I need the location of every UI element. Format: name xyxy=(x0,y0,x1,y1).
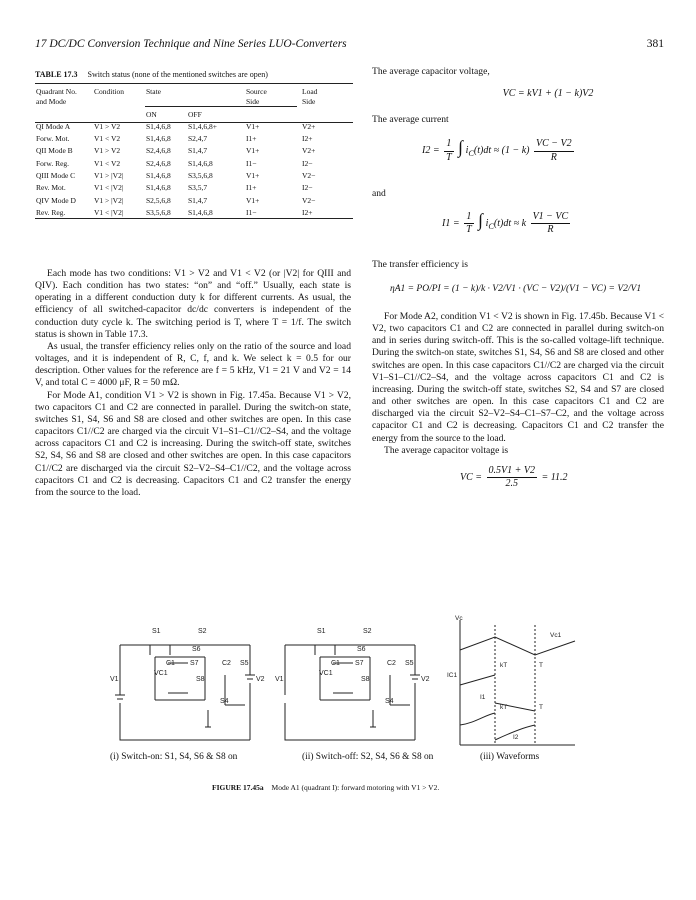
i1-waveform xyxy=(460,675,535,711)
label-v1-b: V1 xyxy=(275,676,284,683)
eq-i1-1T: $\frac{1}{T}$ xyxy=(466,210,472,235)
right-column xyxy=(372,66,664,490)
label-v2-b: V2 xyxy=(421,676,430,683)
eq-vc2-rhs: = 11.2 xyxy=(541,471,568,483)
page-number: 381 xyxy=(646,38,664,50)
table-cell: S2,4,7 xyxy=(188,134,208,144)
table-row xyxy=(35,133,353,145)
table-subheader-row xyxy=(35,109,353,121)
table-label: TABLE 17.3 xyxy=(35,70,78,79)
eq-i1-lhs: I1 = xyxy=(442,217,460,229)
table-row xyxy=(35,158,353,170)
subcaption-switch-off: (ii) Switch-off: S2, S4, S6 & S8 on xyxy=(302,752,434,762)
period-markers xyxy=(495,625,535,745)
table-cell: S1,4,6,8 xyxy=(146,121,171,131)
subcaption-switch-on: (i) Switch-on: S1, S4, S6 & S8 on xyxy=(110,752,238,762)
figure-caption-text: Mode A1 (quadrant I): forward motoring with V1 > V2. xyxy=(271,783,440,792)
eq-i2-lhs: I2 = xyxy=(422,145,440,157)
table-cell: V1+ xyxy=(246,171,260,181)
table-cell: Forw. Mot. xyxy=(36,134,70,144)
table-cell: V1 < |V2| xyxy=(94,183,124,193)
label-i1: I1 xyxy=(480,694,486,701)
table-cell: S1,4,7 xyxy=(188,195,208,205)
label-c2: C2 xyxy=(222,660,231,667)
label-t: T xyxy=(539,662,543,669)
th-off: OFF xyxy=(188,109,202,119)
integral-sign-2: ∫ xyxy=(478,209,484,230)
table-row xyxy=(35,182,353,194)
table-cell: V1 > |V2| xyxy=(94,171,124,181)
table-top-rule xyxy=(35,83,353,84)
label-s1-b: S1 xyxy=(317,628,326,635)
label-s8-b: S8 xyxy=(361,676,370,683)
paragraph-1: Each mode has two conditions: V1 > V2 and V1 < V2 (or |V2| for QIII and QIV). Each condition has two states: “on” and “off.” Usually, each state is operating in a different conduction duty k for different currents. As usual, the efficiency of all switched-capacitor dc/dc converters is independent of the conduction duty cycle k. The switching period is T, where T = 1/f. The switch status is shown in Table 17.3. xyxy=(35,268,351,340)
table-cell: S3,5,6,8 xyxy=(188,171,213,181)
table-cell: V2− xyxy=(302,195,316,205)
table-cell: S1,4,6,8+ xyxy=(188,121,218,131)
efficiency-label: The transfer efficiency is xyxy=(372,258,468,270)
table-cell: I1+ xyxy=(246,134,257,144)
eq-i1-frac xyxy=(531,211,571,236)
label-v2: V2 xyxy=(256,676,265,683)
table-cell: I1+ xyxy=(246,183,257,193)
table-cell: I2+ xyxy=(302,134,313,144)
table-cell: I2− xyxy=(302,183,313,193)
eq-i2-num: VC − V2 xyxy=(534,138,574,151)
th-mode: and Mode xyxy=(36,97,67,107)
figure-17-45a xyxy=(110,615,590,755)
table-cell: V2+ xyxy=(302,146,316,156)
label-s1: S1 xyxy=(152,628,161,635)
avg-cap-voltage-label-2: The average capacitor voltage is xyxy=(384,444,509,456)
table-cell: S1,4,6,8 xyxy=(188,207,213,217)
eq-i2-1T: $\frac{1}{T}$ xyxy=(446,138,452,163)
avg-cap-voltage-label: The average capacitor voltage, xyxy=(372,66,490,77)
label-v1: V1 xyxy=(110,676,119,683)
table-cell: S1,4,6,8 xyxy=(146,183,171,193)
figure-label: FIGURE 17.45a xyxy=(212,783,264,792)
equation-i1 xyxy=(442,211,664,251)
equation-vc: VC = kV1 + (1 − k)V2 xyxy=(502,88,594,100)
eq-vc2-den: 2.5 xyxy=(505,477,519,489)
eq-i1-num: V1 − VC xyxy=(531,211,571,224)
left-column xyxy=(35,268,351,499)
th-quadrant: Quadrant No. xyxy=(36,87,77,96)
eq-i2-den: R xyxy=(550,151,557,163)
eq-i2-approx: ≈ (1 − k) xyxy=(493,145,530,157)
eq-i1-approx: ≈ k xyxy=(513,217,527,229)
integral-sign: ∫ xyxy=(458,137,464,158)
table-cell: V1+ xyxy=(246,121,260,131)
label-s4-b: S4 xyxy=(385,698,394,705)
table-cell: V1+ xyxy=(246,146,260,156)
label-c2-b: C2 xyxy=(387,660,396,667)
table-cell: V1+ xyxy=(246,195,260,205)
table-cell: S1,4,6,8 xyxy=(146,134,171,144)
label-s7-b: S7 xyxy=(355,660,364,667)
equation-i2 xyxy=(422,138,664,178)
th-condition: Condition xyxy=(94,87,125,96)
label-vc1-b: VC1 xyxy=(319,670,333,677)
label-s2-b: S2 xyxy=(363,628,372,635)
table-mid-rule xyxy=(35,122,353,123)
table-cell: QII Mode B xyxy=(36,146,73,156)
label-c1: C1 xyxy=(166,660,175,667)
label-s5-b: S5 xyxy=(405,660,414,667)
table-row xyxy=(35,170,353,182)
th-side: Side xyxy=(246,97,260,107)
vc1-waveform xyxy=(460,637,575,655)
paragraph-2: As usual, the transfer efficiency relies only on the ratio of the source and load voltages, and it is independent of R, C, f, and k. We select k = 0.5 for our description. Other values for the reference are f = 5 kHz, V1 = 21 V and V2 = 14 V, and total C = 4000 μF, R = 50 mΩ. xyxy=(35,340,351,389)
table-cell: V1 < V2 xyxy=(94,134,121,144)
label-ic1: IC1 xyxy=(447,672,458,679)
eq-vc2-num: 0.5V1 + V2 xyxy=(487,465,537,478)
paragraph-3: For Mode A1, condition V1 > V2 is shown in Fig. 17.45a. Because V1 > V2, two capacitors C1 and C2 are connected in parallel. During the switch-on state, switches S1, S4, S6 and S8 are closed and other switches are open. In this case capacitors C1//C2 are charged via the circuit V1–S1–C1//C2–S4, and the voltage across capacitors C1 and C2 is increasing. During the switch-off state, switches S2, S4, S6 and S8 are closed and other switches are open. In this case capacitors C1//C2 are discharged via the circuit S2–V2–S4–C1//C2, and the voltage across capacitors C1 and C2 is decreasing. Capacitors C1 and C2 transfer the energy from the source to the load. xyxy=(35,389,351,498)
label-vc-axis: Vc xyxy=(455,615,463,622)
waveforms xyxy=(447,615,575,745)
eq-i1-integrand: $i_C(t)dt$ xyxy=(485,217,512,231)
avg-current-label: The average current xyxy=(372,114,449,126)
table-cell: Rev. Reg. xyxy=(36,207,66,217)
table-cell: S2,5,6,8 xyxy=(146,195,171,205)
table-caption-text: Switch status (none of the mentioned switches are open) xyxy=(87,70,268,79)
equation-efficiency: ηA1 = PO/PI = (1 − k)/k · V2/V1 · (VC − V2)/(V1 − VC) = V2/V1 xyxy=(390,283,642,294)
table-body xyxy=(35,121,353,219)
label-kt: kT xyxy=(500,662,508,669)
i2-waveform xyxy=(460,713,535,740)
table-cell: S1,4,7 xyxy=(188,146,208,156)
equation-vc2 xyxy=(460,465,664,490)
table-cell: S3,5,7 xyxy=(188,183,208,193)
eq-i1-den: R xyxy=(547,223,554,235)
table-cell: V1 < V2 xyxy=(94,158,121,168)
circuit-switch-on xyxy=(115,645,255,740)
table-cell: QI Mode A xyxy=(36,121,71,131)
label-s5: S5 xyxy=(240,660,249,667)
table-cell: QIV Mode D xyxy=(36,195,76,205)
label-t-2: T xyxy=(539,704,543,711)
table-cell: V2− xyxy=(302,171,316,181)
running-header: 17 DC/DC Conversion Technique and Nine Series LUO-Converters xyxy=(35,38,347,50)
eq-vc2-lhs: VC = xyxy=(460,471,483,483)
table-cell: S3,5,6,8 xyxy=(146,207,171,217)
label-kt-2: kT xyxy=(500,704,508,711)
label-s2: S2 xyxy=(198,628,207,635)
label-vc1-wave: Vc1 xyxy=(550,632,562,639)
table-row xyxy=(35,195,353,207)
table-cell: Forw. Reg. xyxy=(36,158,70,168)
table-cell: I1− xyxy=(246,207,257,217)
table-cell: V1 < |V2| xyxy=(94,207,124,217)
circuit-switch-off xyxy=(285,645,420,740)
table-cell: S1,4,6,8 xyxy=(146,171,171,181)
label-s7: S7 xyxy=(190,660,199,667)
table-row xyxy=(35,145,353,157)
table-cell: I1− xyxy=(246,158,257,168)
table-cell: Rev. Mot. xyxy=(36,183,66,193)
table-cell: I2+ xyxy=(302,207,313,217)
label-c1-b: C1 xyxy=(331,660,340,667)
paragraph-4: For Mode A2, condition V1 < V2 is shown in Fig. 17.45b. Because V1 < V2, two capacitors C1 and C2 are connected in parallel during switch-on and in series during switch-off. This is the so-called voltage-lift technique. During the switch-on state, switches S1, S4, S6 and S8 are closed and other switches are open. In this case capacitors C1//C2 are charged via the circuit V1–S1–C1//C2–S4, and the voltage across capacitors C1 and C2 is increasing. During the switch-off state, switches S2, S4 and S7 are closed and other switches are open. In this case capacitors C1 and C2 are discharged via the circuit S2–V2–S4–C1–S7–C2, and the voltage across capacitor C1 and C2 is decreasing. Capacitors C1 and C2 transfer the energy from the source to the load. xyxy=(372,310,664,444)
eq-vc2-frac xyxy=(487,465,537,490)
table-cell: V1 > V2 xyxy=(94,146,121,156)
table-caption xyxy=(35,70,268,79)
eq-i2-frac xyxy=(534,138,574,163)
table-cell: S2,4,6,8 xyxy=(146,158,171,168)
table-cell: V2+ xyxy=(302,121,316,131)
th-side-2: Side xyxy=(302,97,316,107)
th-on: ON xyxy=(146,109,157,119)
label-s8: S8 xyxy=(196,676,205,683)
table-bottom-rule xyxy=(35,218,353,219)
and-label: and xyxy=(372,188,386,200)
table-cell: S1,4,6,8 xyxy=(188,158,213,168)
label-s4: S4 xyxy=(220,698,229,705)
label-vc1: VC1 xyxy=(154,670,168,677)
label-i2: I2 xyxy=(513,734,519,741)
table-cell: V1 > |V2| xyxy=(94,195,124,205)
figure-caption xyxy=(212,783,439,792)
label-s6-b: S6 xyxy=(357,646,366,653)
th-load: Load xyxy=(302,87,318,96)
th-source: Source xyxy=(246,87,267,96)
subcaption-waveforms: (iii) Waveforms xyxy=(480,752,540,762)
table-cell: S2,4,6,8 xyxy=(146,146,171,156)
label-s6: S6 xyxy=(192,646,201,653)
th-state: State xyxy=(146,87,161,96)
eq-i2-integrand: $i_C(t)dt$ xyxy=(465,145,492,159)
state-rule xyxy=(145,106,297,107)
table-cell: V1 > V2 xyxy=(94,121,121,131)
table-cell: QIII Mode C xyxy=(36,171,76,181)
table-cell: I2− xyxy=(302,158,313,168)
